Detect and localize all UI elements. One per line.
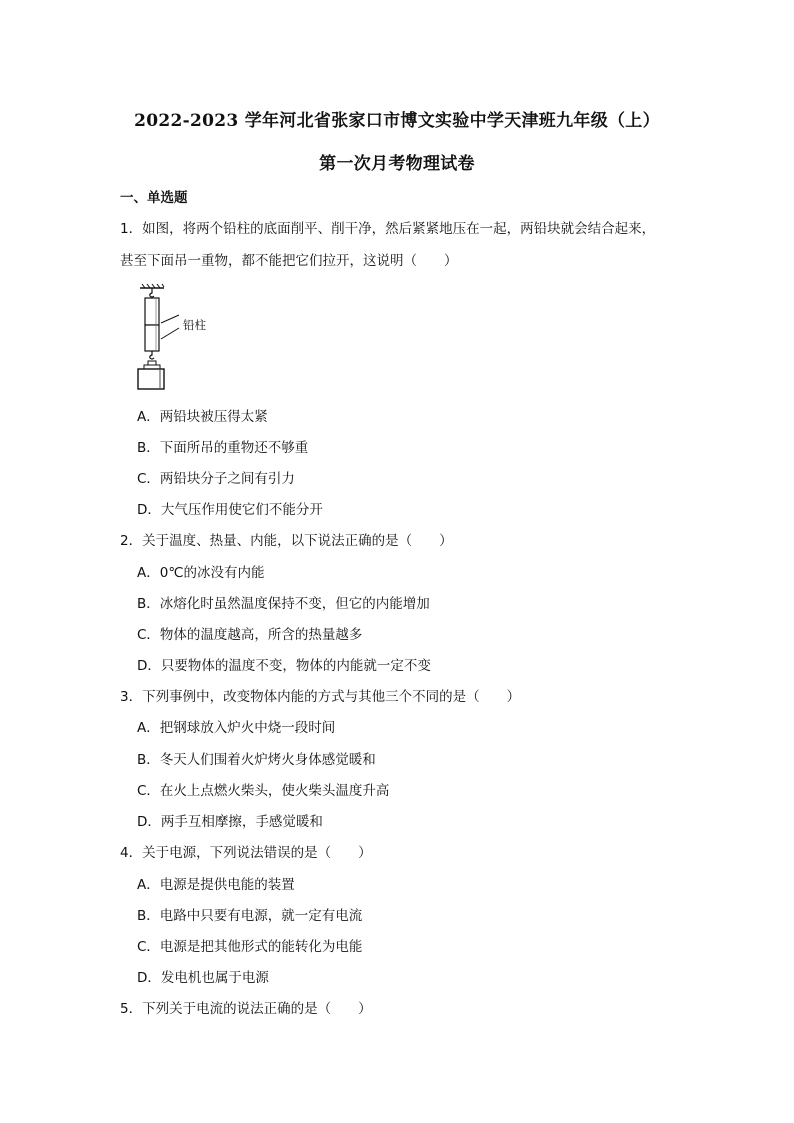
question-4-stem: 4．关于电源，下列说法错误的是（ ） xyxy=(120,845,372,861)
question-2-option-d: D．只要物体的温度不变，物体的内能就一定不变 xyxy=(137,658,431,674)
question-3-option-c: C．在火上点燃火柴头，使火柴头温度升高 xyxy=(137,783,390,799)
question-2-option-b: B．冰熔化时虽然温度保持不变，但它的内能增加 xyxy=(137,596,430,612)
question-1-option-a: A．两铅块被压得太紧 xyxy=(137,409,268,425)
question-4-option-d: D．发电机也属于电源 xyxy=(137,970,269,986)
exam-title-line2: 第一次月考物理试卷 xyxy=(319,154,475,174)
exam-title-line1: 2022-2023 学年河北省张家口市博文实验中学天津班九年级（上） xyxy=(134,111,660,131)
question-1-option-d: D．大气压作用使它们不能分开 xyxy=(137,502,323,518)
question-4-option-c: C．电源是把其他形式的能转化为电能 xyxy=(137,939,363,955)
question-1-line-2: 甚至下面吊一重物，都不能把它们拉开，这说明（ ） xyxy=(120,253,458,269)
question-4-option-b: B．电路中只要有电源，就一定有电流 xyxy=(137,908,363,924)
question-1-option-c: C．两铅块分子之间有引力 xyxy=(137,471,295,487)
question-2-option-c: C．物体的温度越高，所含的热量越多 xyxy=(137,627,363,643)
question-3-option-d: D．两手互相摩擦，手感觉暖和 xyxy=(137,814,323,830)
question-2-option-a: A．0℃的冰没有内能 xyxy=(137,565,265,581)
figure-label: 铅柱 xyxy=(183,318,206,332)
question-3-option-b: B．冬天人们围着火炉烤火身体感觉暖和 xyxy=(137,752,376,768)
question-1-option-b: B．下面所吊的重物还不够重 xyxy=(137,440,309,456)
question-4-option-a: A．电源是提供电能的装置 xyxy=(137,877,295,893)
question-2-stem: 2．关于温度、热量、内能，以下说法正确的是（ ） xyxy=(120,533,453,549)
section-heading: 一、单选题 xyxy=(120,190,188,206)
question-1-line-1: 1．如图，将两个铅柱的底面削平、削干净，然后紧紧地压在一起，两铅块就会结合起来， xyxy=(120,221,656,237)
question-5-stem: 5．下列关于电流的说法正确的是（ ） xyxy=(120,1001,372,1017)
lead-cylinders-figure xyxy=(136,283,216,393)
question-3-option-a: A．把钢球放入炉火中烧一段时间 xyxy=(137,720,336,736)
lead-cylinders-diagram xyxy=(136,283,216,393)
question-3-stem: 3．下列事例中，改变物体内能的方式与其他三个不同的是（ ） xyxy=(120,689,521,705)
